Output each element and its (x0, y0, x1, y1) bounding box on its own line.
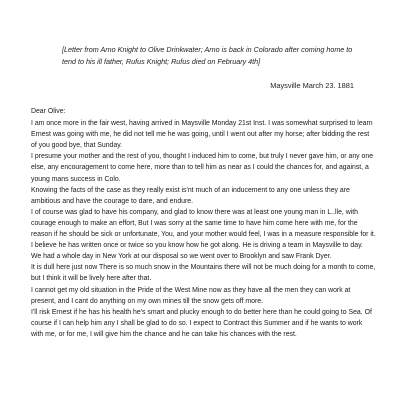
letter-salutation: Dear Olive: (31, 108, 66, 115)
letter-paragraph: I am once more in the fair west, having arrived in Maysville Monday 21st Inst. I was somewhat surprised to learn Ernest was going with me, he did not tell me he was going, until I went out after my horse; after bidding the rest of you good bye, that Sunday. (31, 120, 373, 150)
letter-body (31, 106, 376, 340)
letter-paragraph: We had a whole day in New York at our disposal so we went over to Brooklyn and saw Frank Dyer. (31, 253, 332, 261)
letter-paragraph: I cannot get my old situation in the Pride of the West Mine now as they have all the men they can work at present, and I cant do anything on my own mines till the snow gets off more. (31, 286, 351, 305)
letter-dateline: Maysville March 23. 1881 (270, 81, 354, 90)
letter-paragraph: I'll risk Ernest if he has his health he's smart and plucky enough to do better here than he could going to Sea. Of course if I can help him any I shall be glad to do so. I expect to Contract this Summer and if he wants to work with me, or for me, I will give him the chance and he can take his chances with the rest. (31, 308, 372, 338)
letter-paragraph: I presume your mother and the rest of you, thought I induced him to come, but truly I never gave him, or any one else, any encouragement to come here, more than to tell him as near as I could the chances for, and against, a young mans success in Colo. (31, 153, 374, 183)
letter-paragraph: It is dull here just now There is so much snow in the Mountains there will not be much doing for a month to come, but I think it will be lively here after that. (31, 264, 376, 283)
letter-paragraph: Knowing the facts of the case as they really exist is'nt much of an inducement to any one unless they are ambitious and have the courage to dare, and endure. (31, 186, 350, 205)
editor-note: [Letter from Arno Knight to Olive Drinkwater; Arno is back in Colorado after coming home to tend to his ill father, Rufus Knight; Rufus died on February 4th] (62, 45, 353, 66)
letter-paragraph: I of course was glad to have his company, and glad to know there was at least one young man in L..lle, with courage enough to make an effort, But I was sorry at the same time to have him come here with me, for the reason if he should be sick or unfortunate, You, and your mother would feel, I was in a measure responsible for it. I believe he has written once or twice so you know how he got along. He is driving a team in Maysville to day. (31, 208, 376, 250)
